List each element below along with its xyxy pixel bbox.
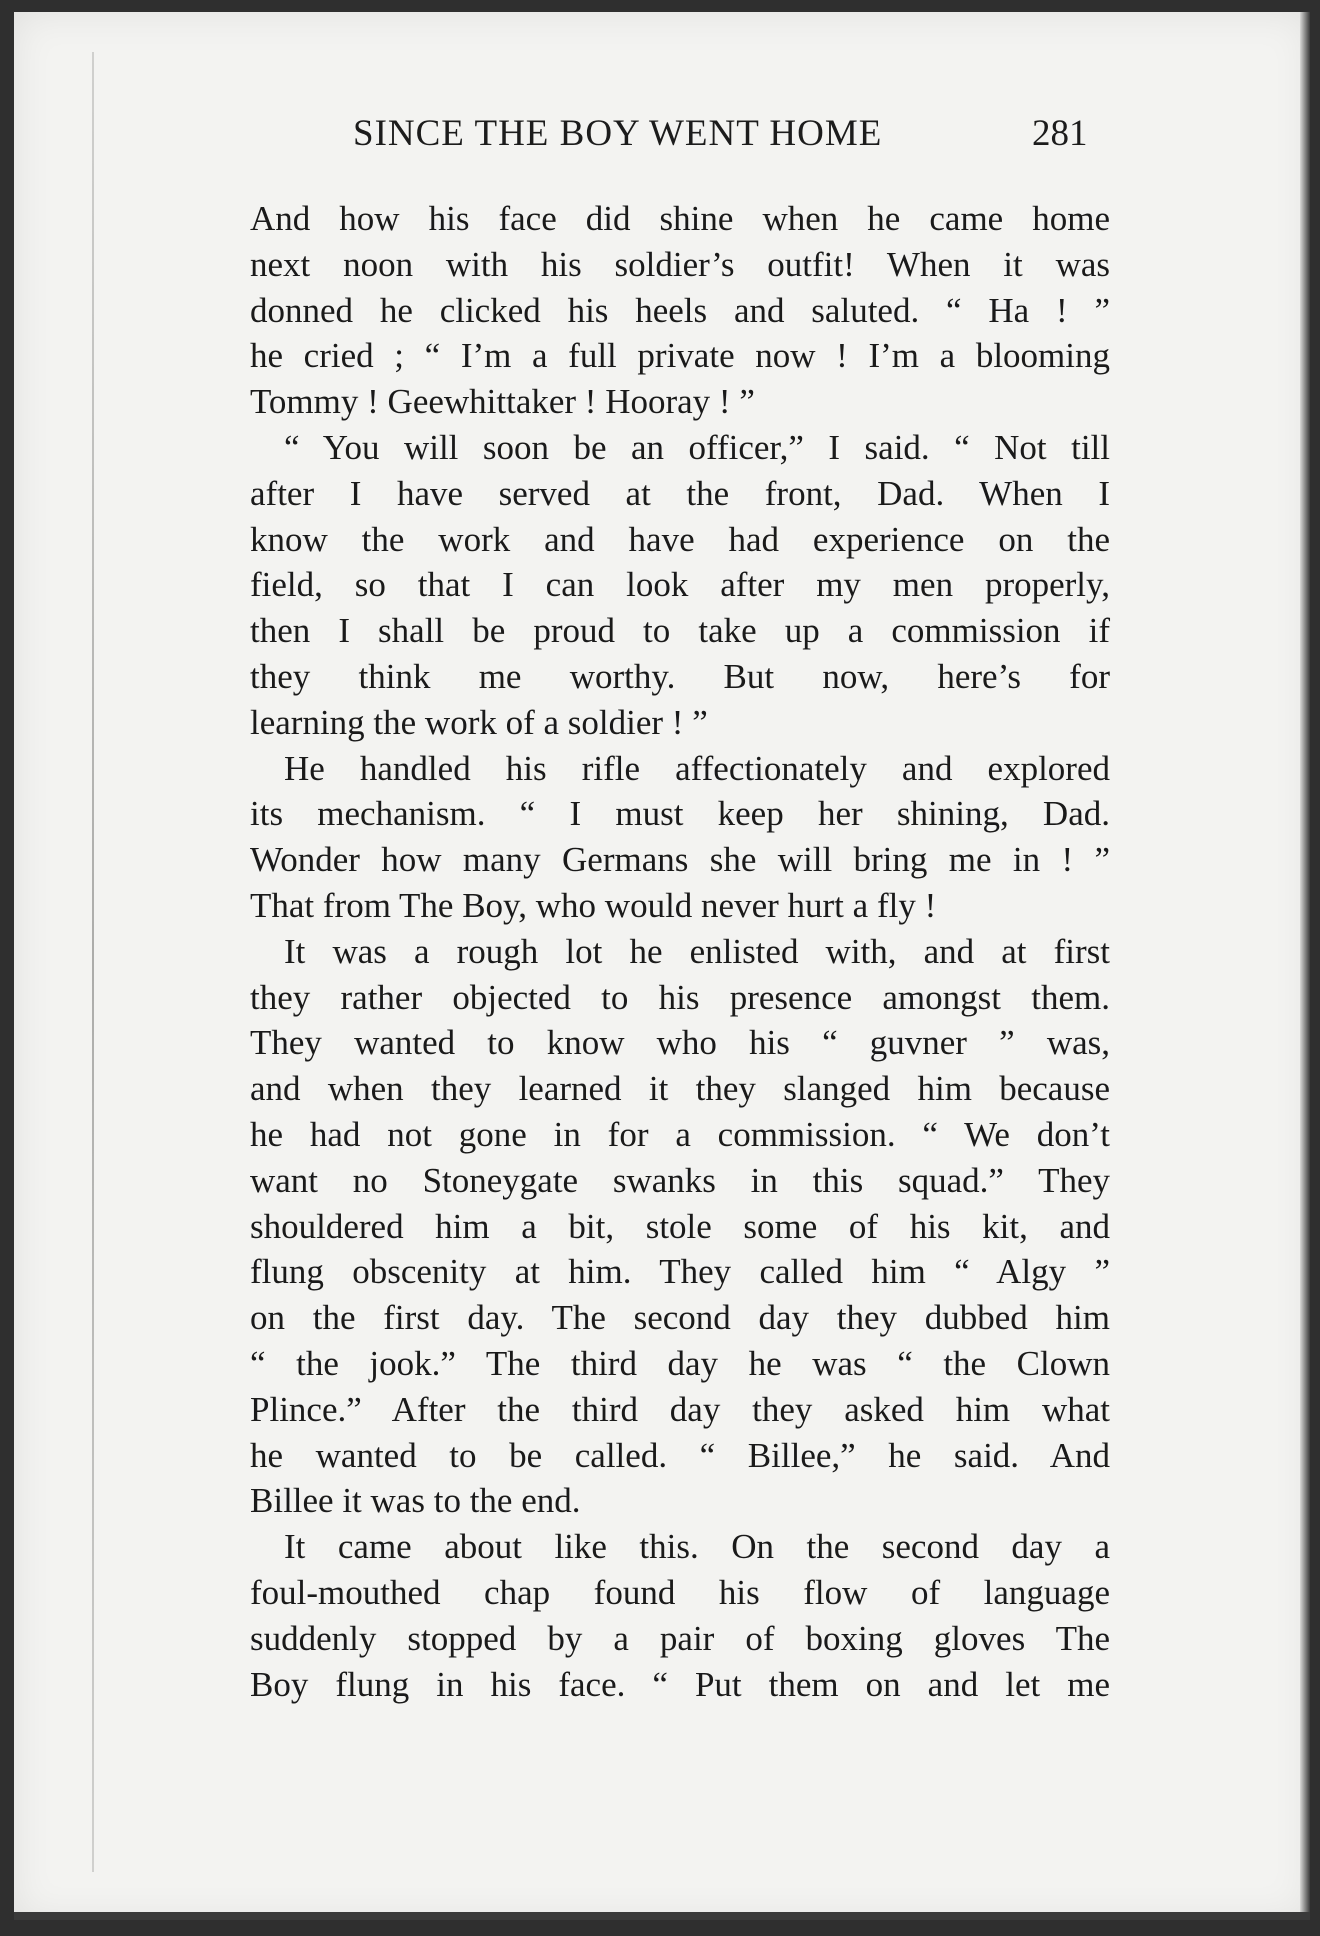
- text-line: foul-mouthed chap found his flow of language: [250, 1572, 1110, 1612]
- text-line: flung obscenity at him. They called him “ Algy ”: [250, 1252, 1110, 1292]
- text-line: he wanted to be called. “ Billee,” he said. And: [250, 1435, 1110, 1475]
- text-line: want no Stoneygate swanks in this squad.” They: [250, 1160, 1110, 1200]
- text-line: field, so that I can look after my men properly,: [250, 565, 1110, 605]
- text-line: and when they learned it they slanged him because: [250, 1069, 1110, 1109]
- text-line: know the work and have had experience on the: [250, 519, 1110, 559]
- text-line: Boy flung in his face. “ Put them on and let me: [250, 1664, 1110, 1704]
- running-head: SINCE THE BOY WENT HOME: [353, 113, 883, 154]
- text-line: shouldered him a bit, stole some of his kit, and: [250, 1206, 1110, 1246]
- page-number: 281: [1032, 113, 1088, 154]
- text-line: suddenly stopped by a pair of boxing gloves The: [250, 1618, 1110, 1658]
- text-line: He handled his rifle affectionately and explored: [284, 748, 1110, 788]
- text-line: on the first day. The second day they dubbed him: [250, 1298, 1110, 1338]
- text-line: he cried ; “ I’m a full private now ! I’m a blooming: [250, 336, 1110, 376]
- text-line: they rather objected to his presence amongst them.: [250, 977, 1110, 1017]
- text-line: then I shall be proud to take up a commission if: [250, 611, 1110, 651]
- text-line: It was a rough lot he enlisted with, and at first: [284, 931, 1110, 971]
- text-line: they think me worthy. But now, here’s for: [250, 656, 1110, 696]
- text-line: he had not gone in for a commission. “ We don’t: [250, 1114, 1110, 1154]
- text-line: “ the jook.” The third day he was “ the Clown: [250, 1343, 1110, 1383]
- text-line: Billee it was to the end.: [250, 1481, 581, 1521]
- text-line: after I have served at the front, Dad. When I: [250, 473, 1110, 513]
- text-line: Wonder how many Germans she will bring me in ! ”: [250, 840, 1110, 880]
- text-line: And how his face did shine when he came home: [250, 199, 1110, 238]
- text-line: It came about like this. On the second day a: [284, 1527, 1110, 1567]
- text-line: its mechanism. “ I must keep her shining, Dad.: [250, 794, 1110, 834]
- page-gutter-line: [92, 52, 94, 1872]
- page-bottom-edge: [14, 1912, 1310, 1920]
- text-line: learning the work of a soldier ! ”: [250, 702, 708, 742]
- body-text: [250, 196, 1110, 1707]
- text-line: That from The Boy, who would never hurt a fly !: [250, 885, 937, 925]
- text-line: “ You will soon be an officer,” I said. “ Not till: [284, 427, 1110, 467]
- text-line: next noon with his soldier’s outfit! When it was: [250, 244, 1110, 284]
- text-line: Tommy ! Geewhittaker ! Hooray ! ”: [250, 382, 755, 422]
- page-header: [340, 112, 1100, 172]
- text-line: They wanted to know who his “ guvner ” was,: [250, 1023, 1110, 1063]
- text-line: donned he clicked his heels and saluted. “ Ha ! ”: [250, 290, 1110, 330]
- text-line: Plince.” After the third day they asked him what: [250, 1389, 1110, 1429]
- page-right-edge: [1300, 12, 1310, 1920]
